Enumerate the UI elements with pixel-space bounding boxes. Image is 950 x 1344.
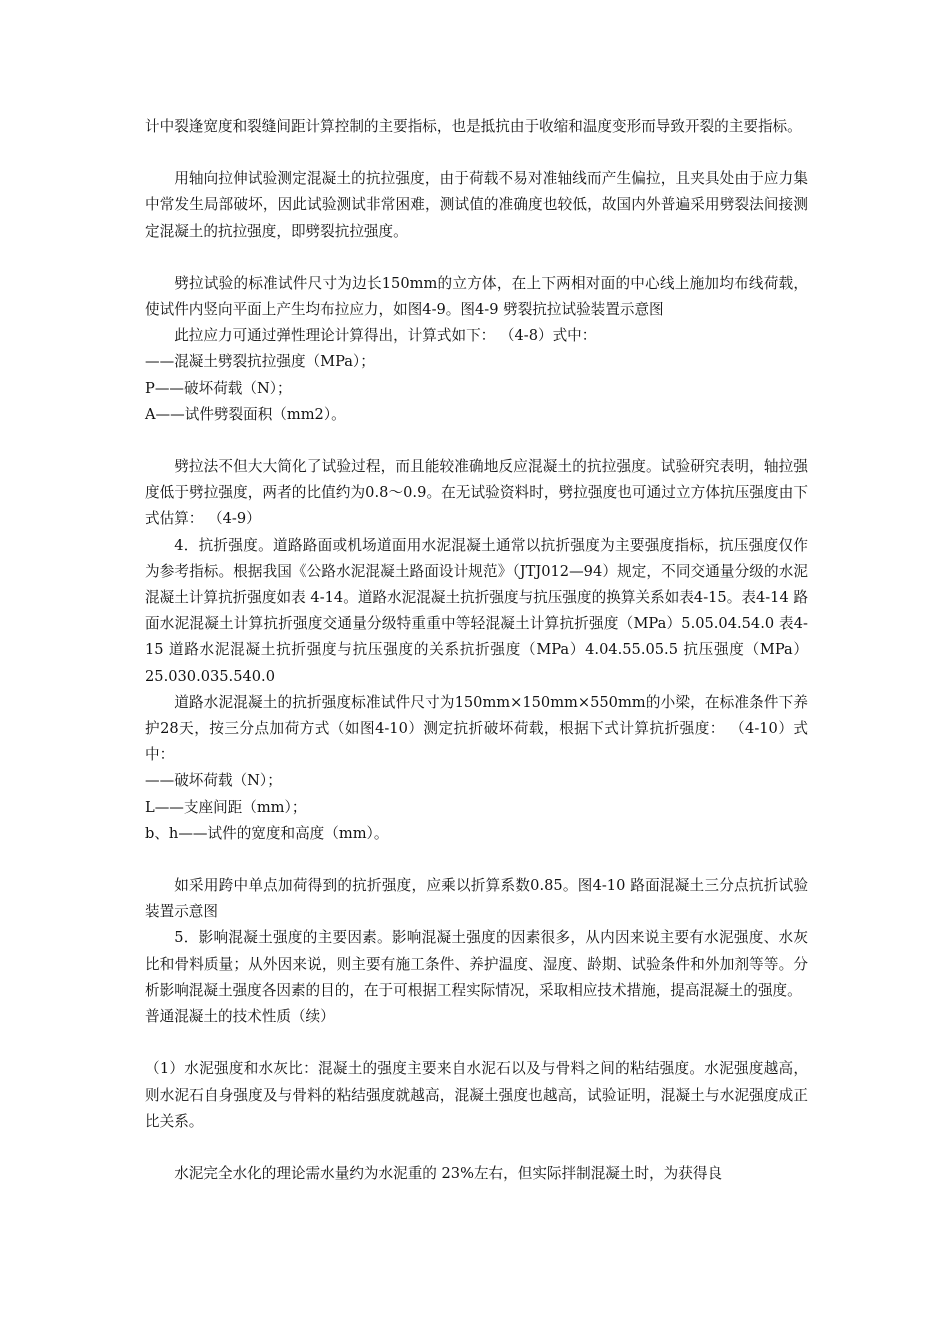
definition-line: ——破坏荷载（N）； bbox=[145, 772, 282, 790]
definition-line: L——支座间距（mm）； bbox=[145, 798, 307, 816]
paragraph: 如采用跨中单点加荷得到的抗折强度，应乘以折算系数0.85。图4-10 路面混凝土三分点抗折试验装置示意图 bbox=[145, 877, 808, 921]
section-heading: 普通混凝土的技术性质（续） bbox=[145, 1008, 335, 1026]
definition-line: A——试件劈裂面积（mm2）。 bbox=[145, 405, 346, 423]
paragraph: 计中裂逢宽度和裂缝间距计算控制的主要指标，也是抵抗由于收缩和温度变形而导致开裂的主要指标。 bbox=[145, 118, 802, 135]
paragraph: 劈拉试验的标准试件尺寸为边长150mm的立方体，在上下两相对面的中心线上施加均布线荷载，使试件内竖向平面上产生均布拉应力，如图4-9。图4-9 劈裂抗拉试验装置示意图 bbox=[145, 274, 808, 319]
paragraph: 用轴向拉伸试验测定混凝土的抗拉强度，由于荷载不易对准轴线而产生偏拉，且夹具处由于应力集中常发生局部破坏，因此试验测试非常困难，测试值的准确度也较低，故国内外普遍采用劈裂法间接测定混凝土的抗拉强度，即劈裂抗拉强度。 bbox=[145, 170, 808, 240]
paragraph: 水泥完全水化的理论需水量约为水泥重的 23%左右，但实际拌制混凝土时，为获得良 bbox=[174, 1164, 723, 1182]
paragraph: 道路水泥混凝土的抗折强度标准试件尺寸为150mm×150mm×550mm的小梁，在标准条件下养护28天，按三分点加荷方式（如图4-10）测定抗折破坏荷载，根据下式计算抗折强度： （4-10）式中： bbox=[145, 693, 808, 764]
paragraph: 劈拉法不但大大简化了试验过程，而且能较准确地反应混凝土的抗拉强度。试验研究表明，轴拉强度低于劈拉强度，两者的比值约为0.8～0.9。在无试验资料时，劈拉强度也可通过立方体抗压强度由下式估算： （4-9） bbox=[145, 458, 808, 528]
paragraph: 此拉应力可通过弹性理论计算得出，计算式如下： （4-8）式中： bbox=[174, 327, 597, 345]
definition-line: P——破坏荷载（N）； bbox=[145, 379, 292, 397]
definition-line: b、h——试件的宽度和高度（mm）。 bbox=[145, 824, 389, 842]
paragraph: 4．抗折强度。道路路面或机场道面用水泥混凝土通常以抗折强度为主要强度指标，抗压强度仅作为参考指标。根据我国《公路水泥混凝土路面设计规范》（JTJ012—94）规定，不同交通量分级的水泥混凝土计算抗折强度如表 4-14。道路水泥混凝土抗折强度与抗压强度的换算关系如表4-15。表4-14 路面水泥混凝土计算抗折强度交通量分级特重重中等轻混凝土计算抗折强度（MPa）5.05.04.54.0 表4-15 道路水泥混凝土抗折强度与抗压强度的关系抗折强度（MPa）4.04.55.05.5 抗压强度（MPa）25.030.035.540.0 bbox=[145, 536, 808, 685]
paragraph: 5．影响混凝土强度的主要因素。影响混凝土强度的因素很多，从内因来说主要有水泥强度、水灰比和骨料质量；从外因来说，则主要有施工条件、养护温度、湿度、龄期、试验条件和外加剂等等。分析影响混凝土强度各因素的目的，在于可根据工程实际情况，采取相应技术措施，提高混凝土的强度。 bbox=[145, 929, 808, 999]
document-body bbox=[145, 114, 808, 1187]
definition-line: ——混凝土劈裂抗拉强度（MPa）； bbox=[145, 353, 375, 371]
paragraph: （1）水泥强度和水灰比：混凝土的强度主要来自水泥石以及与骨料之间的粘结强度。水泥强度越高，则水泥石自身强度及与骨料的粘结强度就越高，混凝土强度也越高，试验证明，混凝土与水泥强度成正比关系。 bbox=[145, 1060, 808, 1130]
